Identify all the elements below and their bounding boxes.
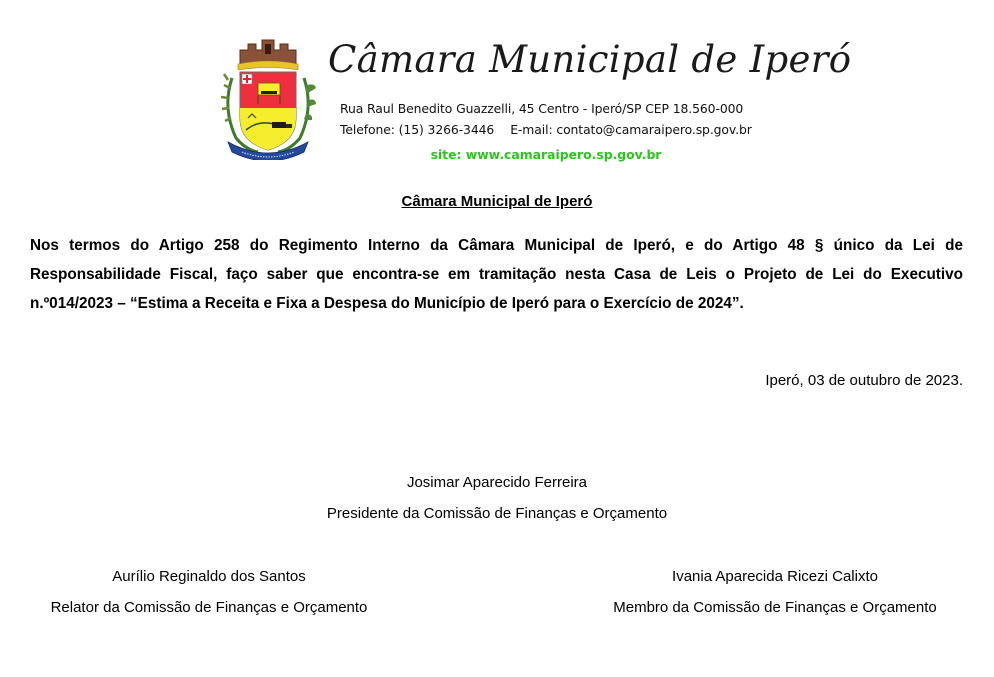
document-heading: Câmara Municipal de Iperó: [401, 193, 593, 210]
letterhead-phone: Telefone: (15) 3266-3446: [340, 122, 495, 137]
letterhead-site-link[interactable]: site: www.camaraipero.sp.gov.br: [430, 147, 662, 162]
signatory-role: Presidente da Comissão de Finanças e Orçamento: [326, 505, 668, 522]
signature-block-rapporteur: [0, 561, 418, 623]
signatory-name: Josimar Aparecido Ferreira: [406, 474, 588, 491]
document-date: Iperó, 03 de outubro de 2023.: [765, 372, 963, 389]
letterhead-address: Rua Raul Benedito Guazzelli, 45 Centro - Iperó/SP CEP 18.560-000: [340, 101, 744, 116]
letterhead-title: Câmara Municipal de Iperó: [328, 38, 852, 81]
letterhead-email[interactable]: E-mail: contato@camaraipero.sp.gov.br: [510, 122, 752, 137]
body-line: Responsabilidade Fiscal, faço saber que encontra-se em tramitação nesta Casa de Leis o Projeto de Lei do Executivo: [30, 266, 963, 283]
body-line: n.º014/2023 – “Estima a Receita e Fixa a Despesa do Município de Iperó para o Exercício de 2024”.: [30, 295, 744, 312]
signature-block-member: [557, 561, 993, 623]
signatory-name: Ivania Aparecida Ricezi Calixto: [672, 568, 878, 585]
coat-of-arms-icon: [218, 38, 318, 160]
signatory-role: Relator da Comissão de Finanças e Orçamento: [50, 599, 368, 616]
body-line: Nos termos do Artigo 258 do Regimento Interno da Câmara Municipal de Iperó, e do Artigo 48 § único da Lei de: [30, 237, 963, 254]
signatory-role: Membro da Comissão de Finanças e Orçamento: [613, 599, 937, 616]
document-body: [30, 231, 963, 318]
signatory-name: Aurílio Reginaldo dos Santos: [112, 568, 306, 585]
letterhead: [0, 0, 994, 175]
signature-block-president: [0, 467, 994, 529]
letterhead-contact: [340, 122, 752, 137]
